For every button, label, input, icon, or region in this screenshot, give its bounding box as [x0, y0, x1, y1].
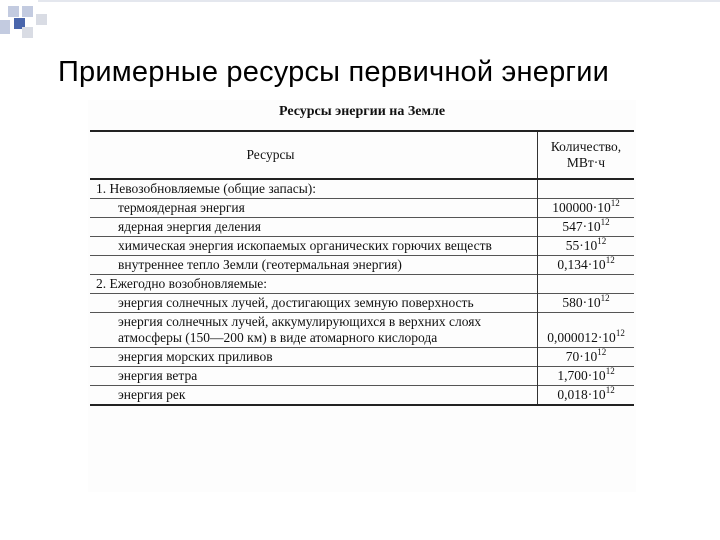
table-row [90, 367, 634, 386]
section-quantity-empty [538, 179, 635, 199]
quantity-exponent: 12 [615, 328, 625, 338]
resource-quantity [538, 237, 635, 256]
quantity-base: 0,000012·10 [547, 330, 616, 345]
resource-quantity [538, 386, 635, 406]
quantity-base: 547·10 [562, 219, 601, 234]
table-header-row [90, 131, 634, 179]
resource-name: термоядерная энергия [118, 200, 245, 215]
resource-name: химическая энергия ископаемых органических горючих веществ [118, 238, 492, 253]
deco-square [22, 6, 33, 17]
quantity-exponent: 12 [597, 347, 607, 357]
section-label: 2. Ежегодно возобновляемые: [96, 276, 268, 291]
table-row [90, 313, 634, 348]
resource-name: внутреннее тепло Земли (геотермальная энергия) [118, 257, 402, 272]
section-row [90, 179, 634, 199]
resource-name: энергия морских приливов [118, 349, 273, 364]
resource-quantity [538, 199, 635, 218]
table-row [90, 218, 634, 237]
resource-name: ядерная энергия деления [118, 219, 261, 234]
quantity-base: 70·10 [565, 349, 598, 364]
deco-line [38, 0, 720, 2]
section-quantity-empty [538, 275, 635, 294]
resource-quantity [538, 367, 635, 386]
quantity-exponent: 12 [605, 255, 615, 265]
table-scan [88, 100, 636, 492]
section-row [90, 275, 634, 294]
deco-bar [0, 20, 10, 34]
resource-name: энергия ветра [118, 368, 198, 383]
resources-table [90, 130, 634, 406]
resource-quantity [538, 348, 635, 367]
header-quantity: Количество, МВт·ч [538, 131, 635, 179]
resource-quantity [538, 294, 635, 313]
slide-decoration [0, 0, 720, 40]
quantity-base: 1,700·10 [557, 368, 606, 383]
resource-quantity [538, 256, 635, 275]
quantity-exponent: 12 [597, 236, 607, 246]
resource-name: энергия солнечных лучей, достигающих земную поверхность [118, 295, 474, 310]
resource-quantity [538, 218, 635, 237]
table-row [90, 386, 634, 406]
quantity-base: 55·10 [565, 238, 598, 253]
slide-title: Примерные ресурсы первичной энергии [58, 56, 609, 88]
table-row [90, 294, 634, 313]
quantity-exponent: 12 [600, 293, 610, 303]
resource-name: энергия солнечных лучей, аккумулирующихся в верхних слоях атмосферы (150—200 км) в виде атомарного кислорода [118, 314, 482, 345]
section-label: 1. Невозобновляемые (общие запасы): [96, 181, 317, 196]
quantity-exponent: 12 [605, 366, 615, 376]
header-resources: Ресурсы [246, 147, 295, 162]
quantity-exponent: 12 [600, 217, 610, 227]
table-caption: Ресурсы энергии на Земле [278, 104, 446, 119]
table-row [90, 237, 634, 256]
quantity-base: 100000·10 [552, 200, 611, 215]
quantity-exponent: 12 [610, 198, 620, 208]
quantity-base: 0,134·10 [557, 257, 606, 272]
deco-square [22, 27, 33, 38]
table-row [90, 199, 634, 218]
quantity-base: 580·10 [562, 295, 601, 310]
table-body [90, 179, 634, 405]
resource-name: энергия рек [118, 387, 186, 402]
resource-quantity [538, 313, 635, 348]
quantity-base: 0,018·10 [557, 387, 606, 402]
deco-square [36, 14, 47, 25]
deco-square [8, 6, 19, 17]
table-row [90, 348, 634, 367]
quantity-exponent: 12 [605, 385, 615, 395]
table-row [90, 256, 634, 275]
